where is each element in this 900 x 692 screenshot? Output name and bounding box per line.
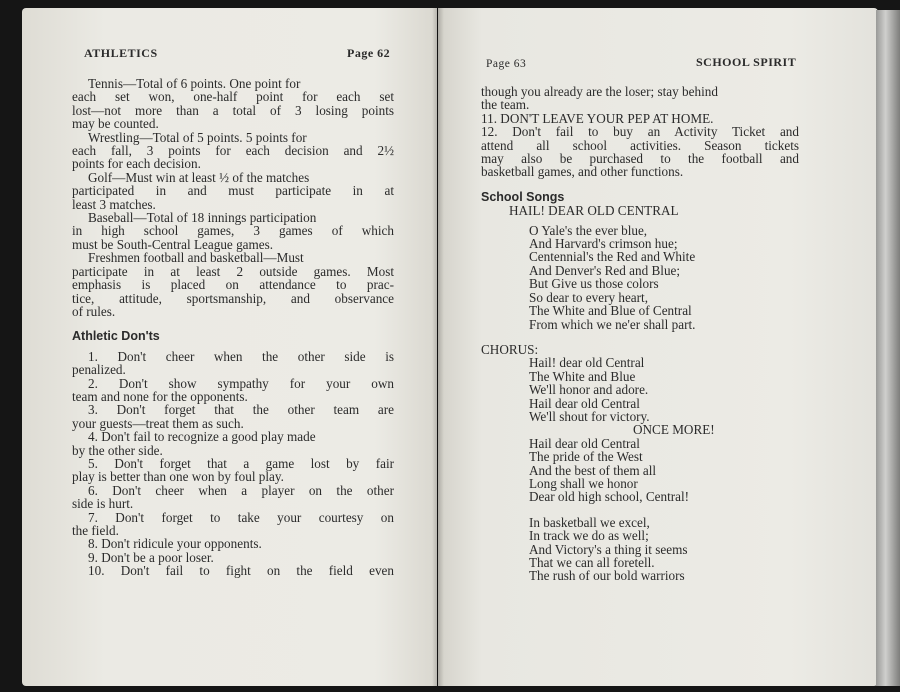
dont-line: 2. Don't show sympathy for your own (88, 375, 394, 391)
body-line: in high school games, 3 games of which (72, 223, 394, 239)
book-gutter (432, 8, 444, 686)
verse-line: The White and Blue of Central (529, 303, 692, 319)
dont-line: by the other side. (72, 442, 163, 458)
verse-line: But Give us those colors (529, 276, 659, 292)
chorus-line: The pride of the West (529, 449, 643, 465)
chorus-line: Dear old high school, Central! (529, 489, 690, 505)
verse-line: Centennial's the Red and White (529, 249, 696, 265)
verse-line: That we can all foretell. (529, 555, 655, 570)
verse-line: In basketball we excel, (529, 514, 650, 530)
body-line: must be South-Central League games. (72, 236, 274, 252)
dont-line: the field. (72, 523, 119, 538)
body-line: Freshmen football and basketball—Must (88, 250, 304, 266)
body-line: emphasis is placed on attendance to prac- (72, 277, 394, 293)
left-page-number: Page 62 (347, 46, 391, 60)
dont-line: your guests—treat them as such. (72, 415, 244, 431)
chorus-line: We'll honor and adore. (529, 382, 649, 398)
body-line: Wrestling—Total of 5 points. 5 points for (88, 129, 307, 145)
body-line: least 3 matches. (72, 196, 156, 212)
chorus-line: We'll shout for victory. (529, 408, 650, 424)
body-line: lost—not more than a total of 3 losing points (72, 102, 394, 118)
body-line: each fall, 3 points for each decision and 2½ (72, 143, 394, 159)
dont-line: 7. Don't forget to take your courtesy on (88, 509, 394, 525)
right-page-header-title: SCHOOL SPIRIT (696, 55, 797, 69)
verse-line: O Yale's the ever blue, (529, 222, 648, 238)
dont-line: 6. Don't cheer when a player on the other (88, 482, 394, 498)
school-songs-heading: School Songs (481, 189, 565, 204)
body-line: tice, attitude, sportsmanship, and observance (72, 290, 394, 306)
verse-line: From which we ne'er shall part. (529, 316, 696, 332)
verse-line: In track we do as well; (529, 528, 649, 544)
body-line: basketball games, and other functions. (481, 164, 684, 180)
chorus-line: Hail dear old Central (529, 395, 640, 411)
body-line: though you already are the loser; stay behind (481, 84, 718, 99)
dont-line: penalized. (72, 362, 126, 378)
dont-line: team and none for the opponents. (72, 388, 248, 404)
chorus-line: And the best of them all (529, 462, 657, 478)
dont-line: 8. Don't ridicule your opponents. (88, 536, 262, 552)
body-line: may also be purchased to the football and (481, 151, 799, 167)
body-line: Tennis—Total of 6 points. One point for (88, 76, 301, 91)
dont-line: 10. Don't fail to fight on the field even (88, 563, 394, 579)
body-line: participate in at least 2 outside games. Most (72, 263, 394, 279)
chorus-line: Hail! dear old Central (529, 355, 645, 371)
body-line: 12. Don't fail to buy an Activity Ticket and (481, 124, 799, 140)
body-line: the team. (481, 97, 530, 113)
chorus-line: Long shall we honor (529, 475, 638, 491)
chorus-line: The White and Blue (529, 368, 636, 384)
left-page (22, 8, 437, 686)
body-line: Baseball—Total of 18 innings participation (88, 210, 317, 226)
right-page-number: Page 63 (486, 58, 527, 70)
dont-line: side is hurt. (72, 496, 134, 512)
body-line: each set won, one-half point for each set (72, 89, 394, 105)
song-title: HAIL! DEAR OLD CENTRAL (509, 203, 679, 219)
body-line: points for each decision. (72, 156, 201, 172)
body-line: may be counted. (72, 116, 159, 132)
dont-line: 5. Don't forget that a game lost by fair (88, 455, 394, 471)
body-line: attend all school activities. Season tickets (481, 137, 799, 153)
verse-line: And Harvard's crimson hue; (529, 236, 678, 252)
athletic-donts-heading: Athletic Don'ts (72, 329, 160, 344)
body-line: of rules. (72, 303, 116, 319)
chorus-label: CHORUS: (481, 341, 539, 357)
right-page-body (481, 85, 799, 583)
left-page-header-title: ATHLETICS (84, 46, 158, 60)
verse-line: And Victory's a thing it seems (529, 541, 688, 557)
right-page (438, 8, 878, 686)
body-line: 11. DON'T LEAVE YOUR PEP AT HOME. (481, 110, 714, 126)
dont-line: 4. Don't fail to recognize a good play made (88, 429, 316, 445)
chorus-line: Hail dear old Central (529, 435, 640, 451)
dont-line: play is better than one won by foul play. (72, 469, 284, 485)
body-line: participated in and must participate in at (72, 183, 394, 199)
left-page-body (72, 77, 394, 578)
verse-line: And Denver's Red and Blue; (529, 262, 681, 278)
dont-line: 9. Don't be a poor loser. (88, 549, 214, 565)
body-line: Golf—Must win at least ½ of the matches (88, 169, 310, 185)
dont-line: 1. Don't cheer when the other side is (88, 348, 394, 364)
verse-line: So dear to every heart, (529, 289, 649, 305)
page-edge (876, 10, 900, 686)
verse-line: The rush of our bold warriors (529, 568, 685, 584)
once-more-label: ONCE MORE! (633, 422, 715, 438)
dont-line: 3. Don't forget that the other team are (88, 402, 394, 418)
